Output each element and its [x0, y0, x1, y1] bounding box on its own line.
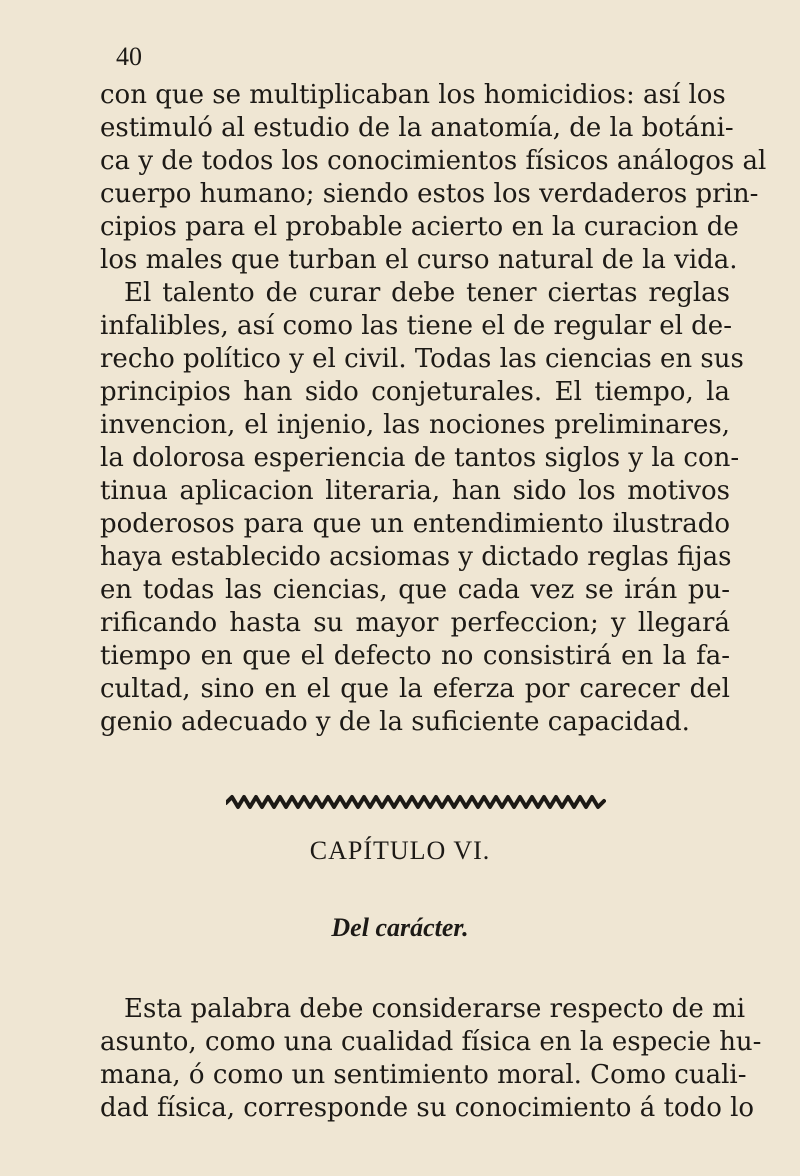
text-line: dad física, corresponde su conocimiento á todo lo: [100, 1093, 755, 1123]
text-line: poderosos para que un entendimiento ilustrado: [100, 509, 730, 539]
text-line: con que se multiplicaban los homicidios: así los: [100, 80, 726, 110]
text-line: tinua aplicacion literaria, han sido los motivos: [100, 476, 730, 506]
text-line: rificando hasta su mayor perfeccion; y llegará: [100, 608, 730, 638]
text-line: haya establecido acsiomas y dictado reglas fijas: [100, 542, 732, 572]
text-line: genio adecuado y de la suficiente capacidad.: [100, 707, 690, 737]
text-line: ca y de todos los conocimientos físicos análogos al: [100, 146, 767, 176]
text-line: asunto, como una cualidad física en la especie hu-: [100, 1027, 762, 1057]
text-line: tiempo en que el defecto no consistirá en la fa-: [100, 641, 730, 671]
text-line: mana, ó como un sentimiento moral. Como cuali-: [100, 1060, 747, 1090]
text-line: El talento de curar debe tener ciertas reglas: [124, 278, 730, 308]
text-line: principios han sido conjeturales. El tiempo, la: [100, 377, 730, 407]
text-line: invencion, el injenio, las nociones preliminares,: [100, 410, 730, 440]
chapter-subtitle: Del carácter.: [331, 913, 469, 942]
text-line: cipios para el probable acierto en la curacion de: [100, 212, 739, 242]
text-line: cultad, sino en el que la eferza por carecer del: [100, 674, 730, 704]
chapter-title: CAPÍTULO VI.: [309, 836, 491, 865]
text-line: la dolorosa esperiencia de tantos siglos y la con-: [100, 443, 740, 473]
text-line: infalibles, así como las tiene el de regular el de-: [100, 311, 732, 341]
text-line: recho político y el civil. Todas las ciencias en sus: [100, 344, 744, 374]
text-line: Esta palabra debe considerarse respecto de mi: [124, 994, 746, 1024]
text-line: en todas las ciencias, que cada vez se irán pu-: [100, 575, 730, 605]
text-line: cuerpo humano; siendo estos los verdaderos prin-: [100, 179, 759, 209]
page-number: 40: [116, 42, 142, 71]
text-line: estimuló al estudio de la anatomía, de la botáni-: [100, 113, 734, 143]
ornament-wave: [226, 797, 604, 807]
text-line: los males que turban el curso natural de la vida.: [100, 245, 738, 275]
wavy-separator-ornament: [226, 793, 606, 811]
